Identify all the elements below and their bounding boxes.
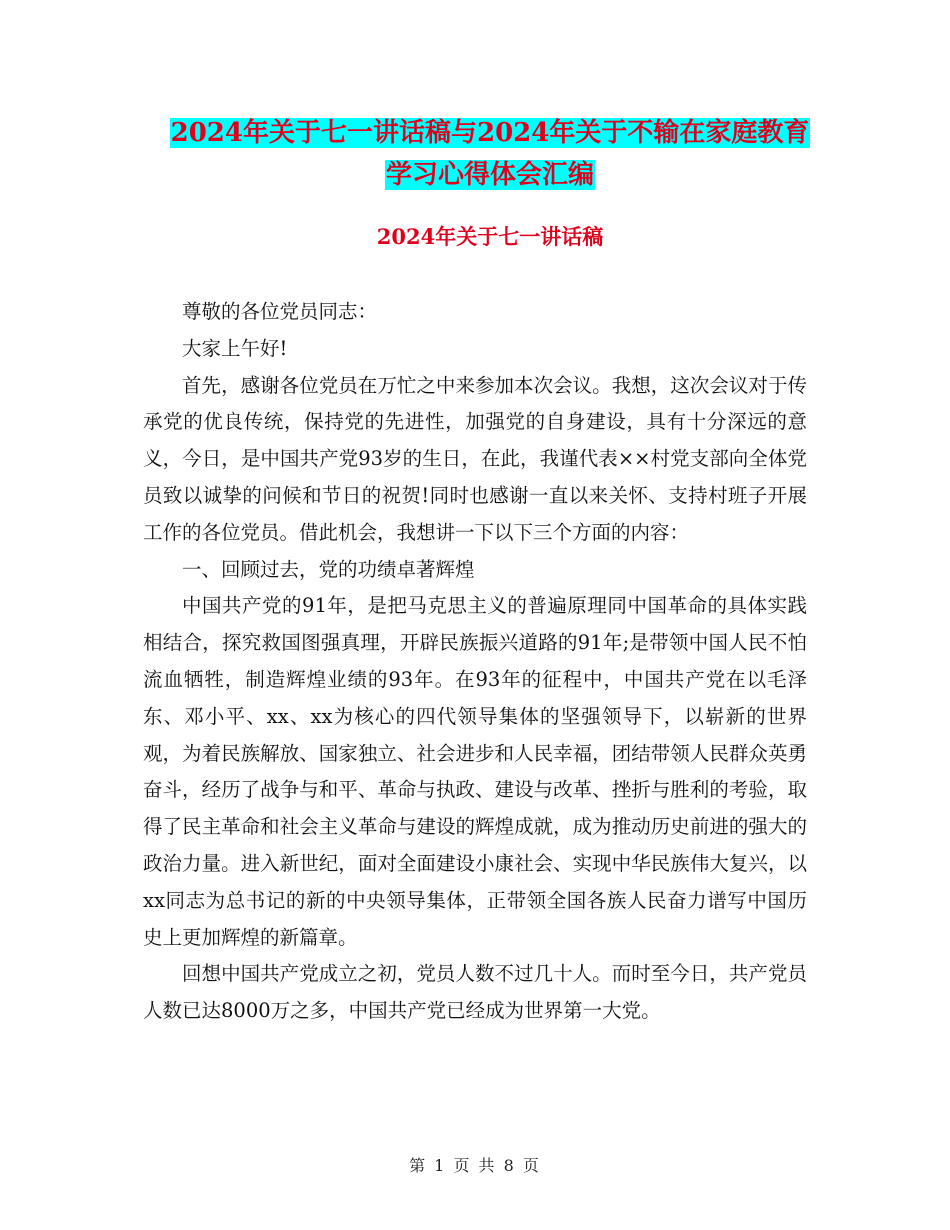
page-footer: 第 1 页 共 8 页: [409, 1156, 541, 1175]
paragraph-heading-1: 一、回顾过去，党的功绩卓著辉煌: [182, 557, 475, 581]
document-body: [143, 294, 807, 1030]
section-title: 2024年关于七一讲话稿: [376, 224, 604, 249]
paragraph-history: 中国共产党的91年，是把马克思主义的普遍原理同中国革命的具体实践相结合，探究救国图强真理，开辟民族振兴道路的91年;是带领中国人民不怕流血牺牲，制造辉煌业绩的93年。在93年的征程中，中国共产党在以毛泽东、邓小平、xx、xx为核心的四代领导集体的坚强领导下，以崭新的世界观，为着民族解放、国家独立、社会进步和人民幸福，团结带领人民群众英勇奋斗，经历了战争与和平、革命与执政、建设与改革、挫折与胜利的考验，取得了民主革命和社会主义革命与建设的辉煌成就，成为推动历史前进的强大的政治力量。进入新世纪，面对全面建设小康社会、实现中华民族伟大复兴，以xx同志为总书记的新的中央领导集体，正带领全国各族人民奋力谱写中国历史上更加辉煌的新篇章。: [143, 594, 807, 949]
paragraph-salutation: 尊敬的各位党员同志：: [182, 300, 378, 323]
document-title: [140, 112, 840, 196]
document-title-line-2: 学习心得体会汇编: [385, 160, 594, 190]
paragraph-greeting: 大家上午好!: [182, 336, 288, 360]
document-title-line-1: 2024年关于七一讲话稿与2024年关于不输在家庭教育: [170, 118, 810, 148]
paragraph-intro: 首先，感谢各位党员在万忙之中来参加本次会议。我想，这次会议对于传承党的优良传统，保持党的先进性，加强党的自身建设，具有十分深远的意义，今日，是中国共产党93岁的生日，在此，我谨代表××村党支部向全体党员致以诚挚的问候和节日的祝贺!同时也感谢一直以来关怀、支持村班子开展工作的各位党员。借此机会，我想讲一下以下三个方面的内容：: [143, 373, 807, 544]
paragraph-membership: 回想中国共产党成立之初，党员人数不过几十人。而时至今日，共产党员人数已达8000万之多，中国共产党已经成为世界第一大党。: [143, 962, 807, 1023]
